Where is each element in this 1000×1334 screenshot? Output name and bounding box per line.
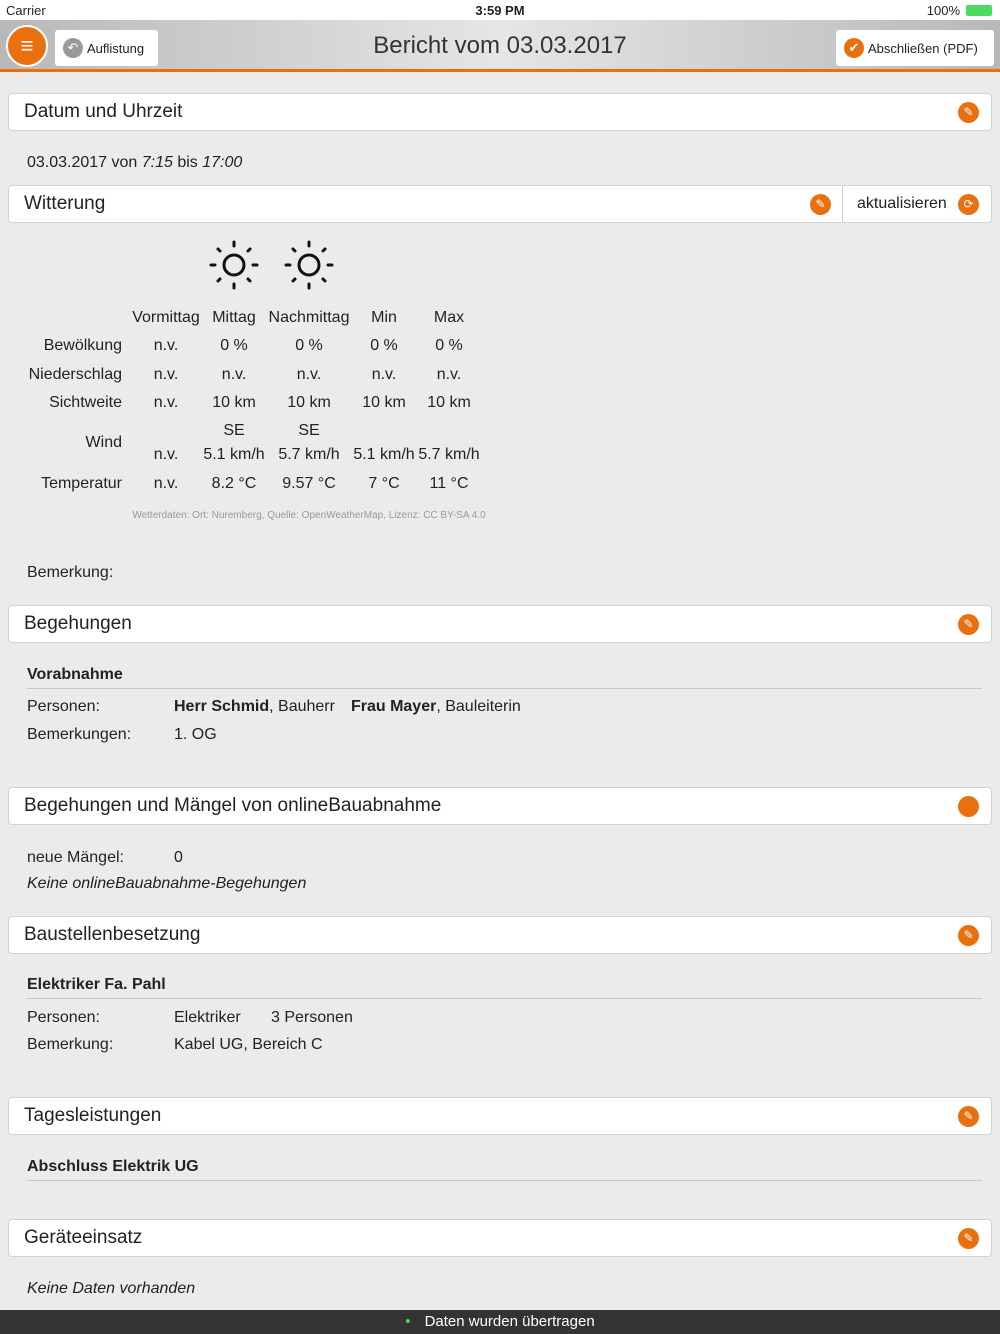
cell-value: n.v. (153, 394, 179, 411)
cell-value: 10 km (287, 394, 331, 411)
section-geraete (8, 1219, 992, 1257)
person-name: Frau Mayer (350, 698, 437, 715)
cell-value: n.v. (221, 366, 247, 383)
back-label: Auflistung (87, 40, 145, 56)
battery-icon (966, 5, 992, 16)
row-label: Temperatur (41, 475, 122, 492)
cell-value: 5.7 km/h (278, 446, 340, 463)
cell-value: 7 °C (368, 475, 400, 492)
section-title: Datum und Uhrzeit (24, 101, 183, 122)
cell-value: 0 % (370, 337, 398, 354)
cell-value: 0 % (295, 337, 323, 354)
section-leistungen (8, 1097, 992, 1135)
cell-value: 0 % (220, 337, 248, 354)
person-name: Herr Schmid (174, 698, 270, 715)
date-range (27, 153, 242, 173)
section-online (8, 787, 992, 825)
no-data: Keine Daten vorhanden (27, 1280, 196, 1297)
cell-value: n.v. (436, 366, 462, 383)
weather-remark: Bemerkung: (27, 564, 114, 581)
section-title: Geräteeinsatz (24, 1227, 143, 1248)
task-title: Abschluss Elektrik UG (27, 1158, 199, 1175)
section-datum (8, 93, 992, 131)
cell-value: n.v. (153, 475, 179, 492)
divider (27, 998, 982, 999)
cell-value: n.v. (296, 366, 322, 383)
edit-icon[interactable]: ✎ (958, 1106, 979, 1127)
time-from: 7:15 (141, 154, 173, 171)
success-dot-icon: • (405, 1313, 411, 1330)
divider (27, 1180, 982, 1181)
cell-value: 5.1 km/h (203, 446, 265, 463)
section-witterung (8, 185, 992, 223)
date: 03.03.2017 von (27, 154, 142, 171)
trade: Elektriker (174, 1009, 241, 1026)
column-header: Max (433, 309, 465, 326)
section-title: Begehungen (24, 613, 132, 634)
cell-value: 9.57 °C (282, 475, 336, 492)
status-dot-icon[interactable] (958, 796, 979, 817)
remarks-value: 1. OG (174, 726, 217, 743)
person-role: , Bauherr (269, 698, 335, 715)
cell-value: 5.7 km/h (418, 446, 480, 463)
sun-icon (284, 240, 334, 290)
nav-bar (0, 20, 1000, 72)
cell-value: 0 % (435, 337, 463, 354)
time-to: 17:00 (202, 154, 243, 171)
edit-icon[interactable]: ✎ (958, 614, 979, 635)
column-header: Nachmittag (268, 309, 350, 326)
cell-value: n.v. (153, 446, 179, 463)
section-title: Baustellenbesetzung (24, 924, 201, 945)
column-header: Min (371, 309, 397, 326)
cell-value: 10 km (362, 394, 406, 411)
row-label: Wind (85, 434, 122, 451)
sun-icon (209, 240, 259, 290)
divider (27, 688, 982, 689)
remark-label: Bemerkung: (27, 1036, 114, 1053)
persons-label: Personen: (27, 1009, 100, 1026)
new-defects-value: 0 (174, 849, 183, 866)
carrier: Carrier (6, 3, 46, 18)
cell-value: 10 km (212, 394, 256, 411)
refresh-icon[interactable]: ⟳ (958, 194, 979, 215)
person-count: 3 Personen (271, 1009, 353, 1026)
weather-credit: Wetterdaten: Ort: Nuremberg, Quelle: OpenWeatherMap, Lizenz: CC BY-SA 4.0 (132, 510, 486, 521)
section-title: Tagesleistungen (24, 1105, 162, 1126)
row-label: Bewölkung (43, 337, 122, 354)
status-bar (0, 0, 1000, 20)
row-label: Niederschlag (28, 366, 122, 383)
finish-label: Abschließen (PDF) (868, 40, 978, 56)
edit-icon[interactable]: ✎ (958, 925, 979, 946)
bis: bis (172, 154, 203, 171)
edit-icon[interactable]: ✎ (810, 194, 831, 215)
persons-label: Personen: (27, 698, 100, 715)
row-label: Sichtweite (49, 394, 122, 411)
page-title: Bericht vom 03.03.2017 (373, 32, 627, 59)
remark-value: Kabel UG, Bereich C (174, 1036, 323, 1053)
footer-text: Daten wurden übertragen (424, 1313, 595, 1330)
column-header: Mittag (212, 309, 256, 326)
column-header: Vormittag (132, 309, 200, 326)
battery-percent: 100% (926, 3, 960, 18)
new-defects-label: neue Mängel: (27, 849, 124, 866)
footer-status (0, 1310, 1000, 1334)
company-title: Elektriker Fa. Pahl (27, 976, 166, 993)
section-begehungen (8, 605, 992, 643)
cell-value: 5.1 km/h (353, 446, 415, 463)
check-icon: ✔ (844, 38, 864, 58)
person-role: , Bauleiterin (436, 698, 521, 715)
refresh-button[interactable]: aktualisieren (857, 195, 947, 212)
remarks-label: Bemerkungen: (27, 726, 132, 743)
wind-direction: SE (223, 422, 245, 439)
cell-value: n.v. (371, 366, 397, 383)
cell-value: 11 °C (429, 475, 469, 492)
cell-value: n.v. (153, 337, 179, 354)
wind-direction: SE (298, 422, 320, 439)
edit-icon[interactable]: ✎ (958, 1228, 979, 1249)
finish-pdf-button[interactable] (836, 30, 994, 66)
cell-value: 8.2 °C (211, 475, 257, 492)
inspection-title: Vorabnahme (27, 666, 123, 683)
section-besetzung (8, 916, 992, 954)
no-inspections: Keine onlineBauabnahme-Begehungen (27, 875, 307, 892)
cell-value: 10 km (427, 394, 471, 411)
persons (174, 697, 521, 717)
cell-value: n.v. (153, 366, 179, 383)
divider (842, 186, 843, 222)
section-title: Witterung (24, 193, 106, 214)
section-title: Begehungen und Mängel von onlineBauabnahme (24, 795, 442, 816)
back-icon: ↶ (63, 38, 83, 58)
clock: 3:59 PM (475, 3, 525, 18)
edit-icon[interactable]: ✎ (958, 102, 979, 123)
menu-button[interactable]: ≡ (6, 25, 48, 67)
